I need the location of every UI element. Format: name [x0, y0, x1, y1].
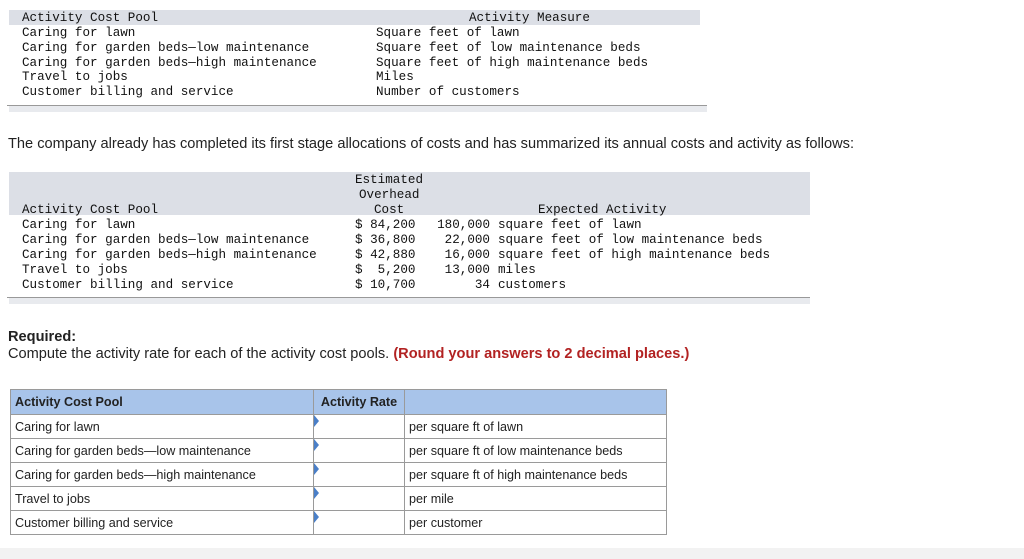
column-header-pool: Activity Cost Pool — [22, 203, 159, 217]
table-row-pool: Caring for garden beds—low maintenance — [22, 41, 310, 55]
table-row-cost: $ 5,200 — [355, 263, 416, 277]
pool-name: Caring for garden beds—high maintenance — [11, 463, 314, 487]
activity-rate-input-travel[interactable] — [314, 487, 404, 510]
rate-unit: per square ft of high maintenance beds — [405, 463, 667, 487]
pool-name: Caring for lawn — [11, 415, 314, 439]
column-header-cost-line2: Overhead — [359, 188, 420, 202]
column-header-cost-line3: Cost — [374, 203, 405, 217]
column-header-rate: Activity Rate — [314, 390, 405, 415]
table-row-measure: Number of customers — [376, 85, 520, 99]
table-row-quantity: 22,000 — [444, 233, 490, 247]
table-row-measure: Square feet of low maintenance beds — [376, 41, 641, 55]
table-row-quantity: 13,000 — [444, 263, 490, 277]
rate-unit: per square ft of low maintenance beds — [405, 439, 667, 463]
required-instructions — [8, 346, 689, 362]
table-row — [11, 511, 667, 535]
table-footer-shade — [9, 106, 707, 112]
table-row-pool: Customer billing and service — [22, 85, 234, 99]
table-row-cost: $ 42,880 — [355, 248, 416, 262]
rate-cell — [314, 463, 405, 487]
column-header-measure: Activity Measure — [469, 11, 590, 25]
table-row-quantity: 16,000 — [444, 248, 490, 262]
table-row-unit: square feet of high maintenance beds — [498, 248, 771, 262]
column-header-pool: Activity Cost Pool — [22, 11, 159, 25]
table-row-pool: Caring for lawn — [22, 26, 136, 40]
table-row-quantity: 180,000 — [437, 218, 490, 232]
answer-table-header — [11, 390, 667, 415]
table-row-cost: $ 10,700 — [355, 278, 416, 292]
pool-name: Travel to jobs — [11, 487, 314, 511]
table-row-pool: Travel to jobs — [22, 70, 128, 84]
table-footer-shade — [9, 298, 810, 304]
rate-unit: per customer — [405, 511, 667, 535]
input-marker-icon — [314, 487, 319, 499]
activity-rate-input-high-maintenance[interactable] — [314, 463, 404, 486]
rate-cell — [314, 487, 405, 511]
table-row-measure: Miles — [376, 70, 414, 84]
table-row-cost: $ 84,200 — [355, 218, 416, 232]
activity-rate-input-lawn[interactable] — [314, 415, 404, 438]
input-marker-icon — [314, 415, 319, 427]
table-row — [11, 463, 667, 487]
activity-measure-table — [7, 8, 700, 111]
table-row-unit: customers — [498, 278, 567, 292]
table-row-pool: Caring for garden beds—low maintenance — [22, 233, 310, 247]
table-row — [11, 439, 667, 463]
table-row-pool: Travel to jobs — [22, 263, 128, 277]
input-marker-icon — [314, 463, 319, 475]
table-row-measure: Square feet of high maintenance beds — [376, 56, 649, 70]
intro-paragraph: The company already has completed its first stage allocations of costs and has summarized its annual costs and activity as follows: — [8, 136, 855, 152]
input-marker-icon — [314, 439, 319, 451]
rounding-note: (Round your answers to 2 decimal places.) — [393, 346, 690, 362]
rate-cell — [314, 439, 405, 463]
table-row-pool: Caring for lawn — [22, 218, 136, 232]
table-row-unit: square feet of lawn — [498, 218, 642, 232]
input-marker-icon — [314, 511, 319, 523]
rate-unit: per mile — [405, 487, 667, 511]
activity-rate-input-low-maintenance[interactable] — [314, 439, 404, 462]
table-row-pool: Caring for garden beds—high maintenance — [22, 56, 317, 70]
activity-rate-input-billing[interactable] — [314, 511, 404, 534]
column-header-unit — [405, 390, 667, 415]
cost-activity-table — [7, 172, 810, 307]
table-row-unit: miles — [498, 263, 536, 277]
bottom-fade-bar — [0, 548, 1024, 559]
answer-table — [10, 389, 667, 535]
table-row-measure: Square feet of lawn — [376, 26, 520, 40]
table-row-pool: Customer billing and service — [22, 278, 234, 292]
table-row — [11, 487, 667, 511]
column-header-activity: Expected Activity — [538, 203, 667, 217]
pool-name: Caring for garden beds—low maintenance — [11, 439, 314, 463]
table-row-unit: square feet of low maintenance beds — [498, 233, 763, 247]
table-row — [11, 415, 667, 439]
pool-name: Customer billing and service — [11, 511, 314, 535]
rate-cell — [314, 511, 405, 535]
column-header-pool: Activity Cost Pool — [11, 390, 314, 415]
required-text: Compute the activity rate for each of the activity cost pools. — [8, 346, 390, 362]
rate-unit: per square ft of lawn — [405, 415, 667, 439]
rate-cell — [314, 415, 405, 439]
table-row-pool: Caring for garden beds—high maintenance — [22, 248, 317, 262]
required-label: Required: — [8, 329, 77, 345]
column-header-cost-line1: Estimated — [355, 173, 424, 187]
table-row-cost: $ 36,800 — [355, 233, 416, 247]
table-row-quantity: 34 — [474, 278, 490, 292]
